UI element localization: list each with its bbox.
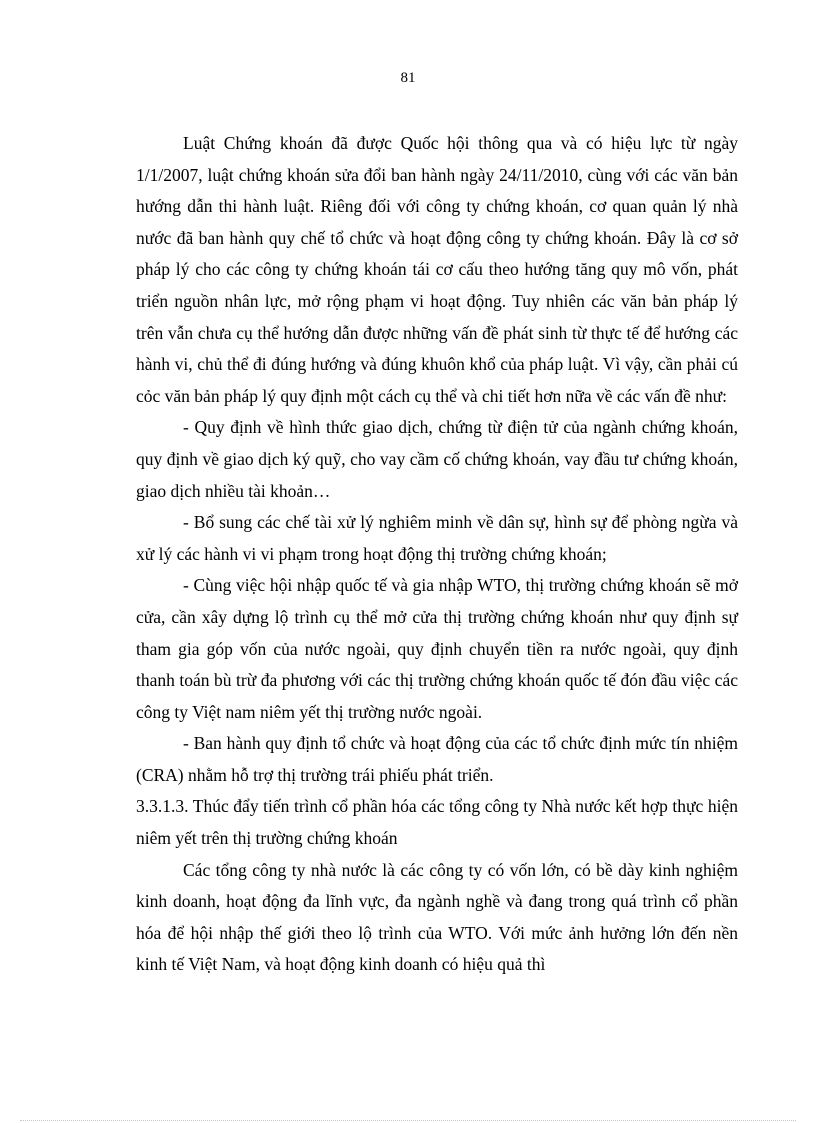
document-body (136, 128, 738, 981)
bullet-paragraph-transactions: - Quy định về hình thức giao dịch, chứng từ điện tử của ngành chứng khoán, quy định về giao dịch ký quỹ, cho vay cầm cố chứng khoán, vay đầu tư chứng khoán, giao dịch nhiều tài khoản… (136, 417, 738, 501)
section-paragraph: Các tổng công ty nhà nước là các công ty có vốn lớn, có bề dày kinh nghiệm kinh doanh, hoạt động đa lĩnh vực, đa ngành nghề và đang trong quá trình cổ phần hóa để hội nhập thế giới theo lộ trình của WTO. Với mức ảnh hưởng lớn đến nền kinh tế Việt Nam, và hoạt động kinh doanh có hiệu quả thì (136, 859, 738, 975)
section-heading: 3.3.1.3. Thúc đẩy tiến trình cổ phần hóa các tổng công ty Nhà nước kết hợp thực hiện niêm yết trên thị trường chứng khoán (136, 796, 738, 849)
bullet-paragraph-wto: - Cùng việc hội nhập quốc tế và gia nhập WTO, thị trường chứng khoán sẽ mở cửa, cần xây dựng lộ trình cụ thể mở cửa thị trường chứng khoán như quy định sự tham gia góp vốn của nước ngoài, quy định chuyển tiền ra nước ngoài, quy định thanh toán bù trừ đa phương với các thị trường chứng khoán quốc tế đón đầu việc các công ty Việt nam niêm yết thị trường nước ngoài. (136, 575, 738, 722)
page-number: 81 (400, 70, 416, 86)
bullet-paragraph-sanctions: - Bổ sung các chế tài xử lý nghiêm minh về dân sự, hình sự để phòng ngừa và xử lý các hành vi vi phạm trong hoạt động thị trường chứng khoán; (136, 512, 738, 564)
footer-divider (20, 1120, 796, 1121)
bullet-paragraph-cra: - Ban hành quy định tổ chức và hoạt động của các tổ chức định mức tín nhiệm (CRA) nhằm hỗ trợ thị trường trái phiếu phát triển. (136, 733, 738, 785)
intro-paragraph: Luật Chứng khoán đã được Quốc hội thông qua và có hiệu lực từ ngày 1/1/2007, luật chứng khoán sửa đổi ban hành ngày 24/11/2010, cùng với các văn bản hướng dẫn thi hành luật. Riêng đối với công ty chứng khoán, cơ quan quản lý nhà nước đã ban hành quy chế tổ chức và hoạt động công ty chứng khoán. Đây là cơ sở pháp lý cho các công ty chứng khoán tái cơ cấu theo hướng tăng quy mô vốn, phát triển nguồn nhân lực, mở rộng phạm vi hoạt động. Tuy nhiên các văn bản pháp lý trên vẫn chưa cụ thể hướng dẫn được những vấn đề phát sinh từ thực tế để hướng các hành vi, chủ thể đi đúng hướng và đúng khuôn khổ của pháp luật. Vì vậy, cần phải cú cỏc văn bản pháp lý quy định một cách cụ thể và chi tiết hơn nữa về các vấn đề như: (136, 133, 738, 406)
